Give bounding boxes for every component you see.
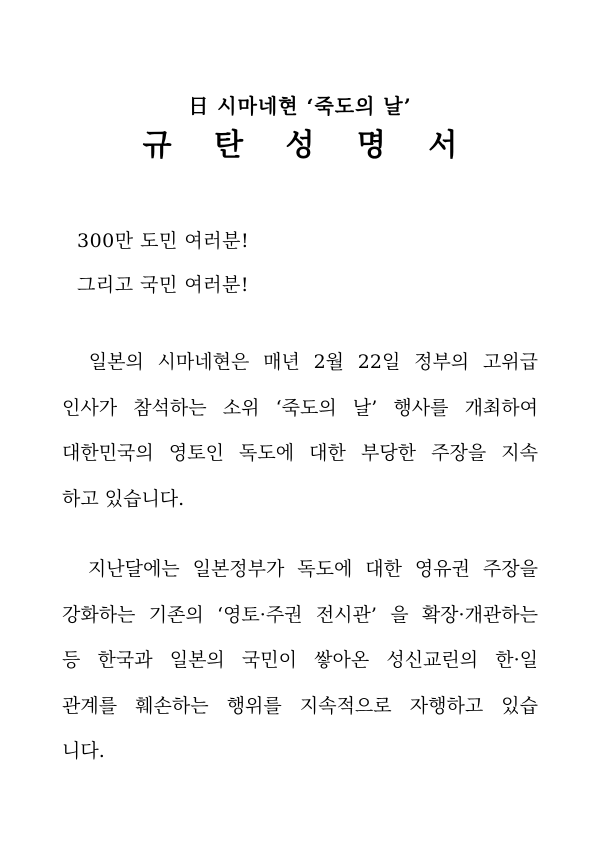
paragraph-2 [62,547,538,775]
paragraph-1-line: 인사가 참석하는 소위 ‘죽도의 날’ 행사를 개최하여 [62,396,538,419]
document-title: 규 탄 성 명 서 [142,128,474,163]
paragraph-2-line: 니다. [62,740,105,762]
document-subtitle: 日 시마네현 ‘죽도의 날’ [188,94,412,118]
greeting-line-2: 그리고 국민 여러분! [77,274,250,296]
greeting-line-1: 300만 도민 여러분! [77,230,250,252]
paragraph-2-line: 강화하는 기존의 ‘영토·주권 전시관’ 을 확장·개관하는 [62,603,538,626]
paragraph-2-line: 관계를 훼손하는 행위를 지속적으로 자행하고 있습 [62,694,538,717]
paragraph-2-line: 지난달에는 일본정부가 독도에 대한 영유권 주장을 [62,558,538,580]
paragraph-1-line: 일본의 시마네현은 매년 2월 22일 정부의 고위급 [62,351,538,373]
paragraph-2-line: 등 한국과 일본의 국민이 쌓아온 성신교린의 한·일 [62,649,538,671]
paragraph-1-line: 대한민국의 영토인 독도에 대한 부당한 주장을 지속 [62,442,538,464]
paragraph-1-line: 하고 있습니다. [62,487,185,510]
paragraph-1 [62,340,538,522]
